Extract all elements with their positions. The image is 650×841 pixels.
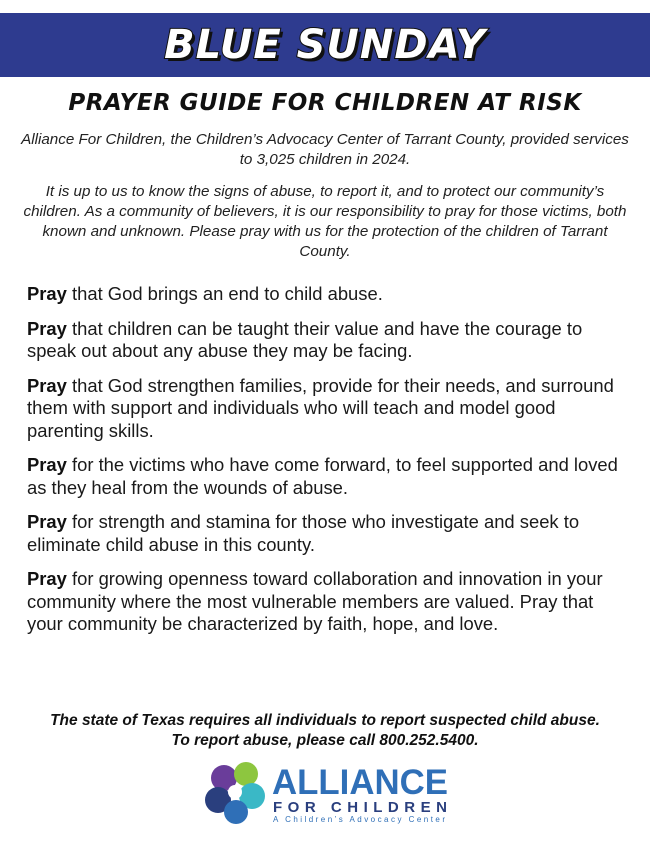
prayer-list <box>27 283 632 648</box>
prayer-text: for growing openness toward collaboration and innovation in your community where the most vulnerable members are valued. Pray that your community be characterized by faith, hope, and love. <box>27 568 603 634</box>
prayer-item <box>27 568 632 636</box>
alliance-for-children-logo <box>202 756 462 826</box>
report-notice <box>0 711 650 751</box>
banner-title: BLUE SUNDAY <box>164 22 486 68</box>
logo-petal-blue <box>224 800 248 824</box>
page-subtitle: PRAYER GUIDE FOR CHILDREN AT RISK <box>68 90 582 116</box>
report-notice-line2: To report abuse, please call 800.252.5400. <box>171 732 479 749</box>
prayer-lead: Pray <box>27 568 67 589</box>
logo-center <box>228 785 242 799</box>
title-banner <box>0 13 650 77</box>
logo-name-line2: FOR CHILDREN <box>273 799 447 816</box>
logo-tagline: A Children’s Advocacy Center <box>273 815 445 824</box>
prayer-item <box>27 511 632 556</box>
prayer-lead: Pray <box>27 317 67 339</box>
prayer-text: that God brings an end to child abuse. <box>66 283 383 304</box>
flower-icon <box>205 762 265 824</box>
prayer-text: for strength and stamina for those who investigate and seek to eliminate child abuse in this county. <box>27 511 580 555</box>
prayer-item <box>27 454 632 499</box>
prayer-item <box>27 283 632 306</box>
prayer-lead: Pray <box>27 283 67 304</box>
prayer-lead: Pray <box>27 511 67 532</box>
prayer-text: that God strengthen families, provide for their needs, and surround them with support and individuals who will teach and model good parenting skills. <box>27 374 614 441</box>
report-notice-line1: The state of Texas requires all individuals to report suspected child abuse. <box>50 712 600 729</box>
logo-name-line1: ALLIANCE <box>272 763 448 802</box>
prayer-lead: Pray <box>27 374 67 396</box>
prayer-lead: Pray <box>27 454 67 475</box>
prayer-item <box>27 375 632 443</box>
intro-paragraph-call: It is up to us to know the signs of abuse, to report it, and to protect our community’s children. As a community of believers, it is our responsibility to pray for those victims, both known and unknown. Please pray with us for the protection of the children of Tarrant County. <box>23 183 627 260</box>
logo-petal-green <box>234 762 258 786</box>
prayer-text: that children can be taught their value and have the courage to speak out about any abuse they may be facing. <box>27 317 583 361</box>
prayer-text: for the victims who have come forward, to feel supported and loved as they heal from the wounds of abuse. <box>27 454 618 498</box>
prayer-item <box>27 318 632 363</box>
intro-paragraph-stats: Alliance For Children, the Children’s Advocacy Center of Tarrant County, provided services to 3,025 children in 2024. <box>21 131 629 168</box>
